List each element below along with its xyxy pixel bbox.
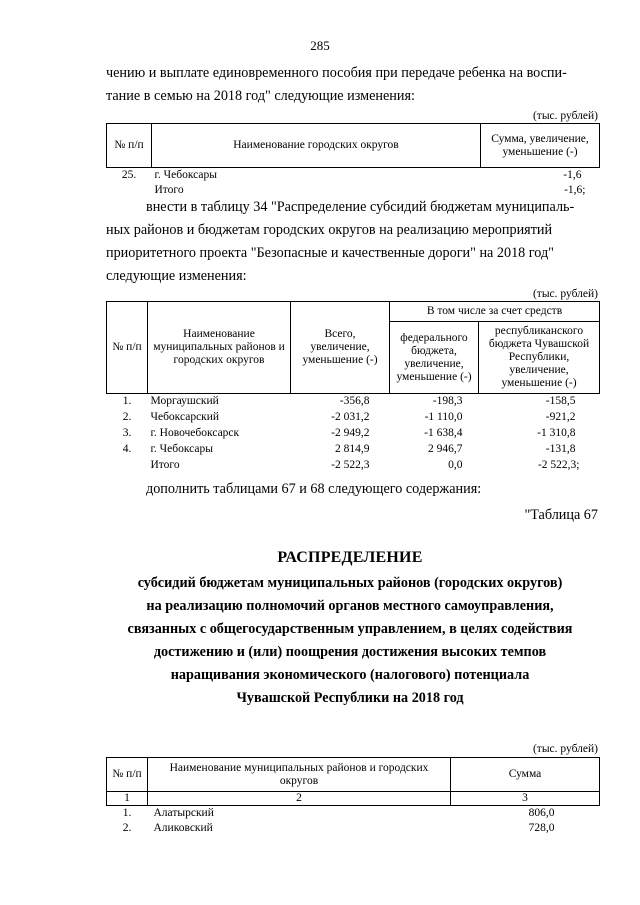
row-federal: 2 946,7 [428, 443, 463, 455]
para-line: ных районов и бюджетам городских округов на реализацию мероприятий [106, 222, 553, 238]
subtitle-line: достижению и (или) поощрения достижения высоких темпов [153, 644, 547, 660]
row-total: -2 949,2 [331, 427, 370, 439]
header-name: Наименование муниципальных районов и городских округов [148, 302, 291, 394]
row-name: Алатырский [153, 806, 214, 819]
row-num: 2. [122, 411, 132, 423]
table1-unit: (тыс. рублей) [532, 110, 598, 122]
row-name: Моргаушский [150, 395, 219, 408]
row-name: Итого [154, 183, 184, 196]
row-value: 728,0 [528, 821, 555, 834]
para-line: внести в таблицу 34 "Распределение субсидий бюджетам муниципаль- [146, 199, 575, 215]
row-republic: -1 310,8 [537, 427, 576, 439]
table-row [107, 458, 600, 474]
row-republic: -158,5 [545, 395, 576, 408]
header-sum: Сумма, увеличение, уменьшение (-) [481, 124, 600, 168]
table2 [106, 301, 600, 474]
header-sum: Сумма [451, 758, 600, 792]
row-num: 4. [122, 443, 132, 455]
row-republic: -2 522,3; [537, 459, 580, 471]
header-total: Всего, увеличение, уменьшение (-) [291, 302, 390, 394]
row-total: -356,8 [339, 395, 370, 408]
table3-unit: (тыс. рублей) [532, 743, 598, 755]
table-row [107, 442, 600, 458]
para-line: приоритетного проекта "Безопасные и качественные дороги" на 2018 год" [106, 245, 554, 261]
row-federal: -198,3 [432, 395, 463, 408]
subtitle-line: субсидий бюджетам муниципальных районов (городских округов) [137, 575, 563, 591]
table-row [107, 426, 600, 442]
row-num: 25. [121, 168, 137, 181]
doc-subtitle [70, 572, 630, 710]
table-row [107, 394, 600, 410]
header-name: Наименование городских округов [152, 124, 481, 168]
header-federal: федерального бюджета, увеличение, уменьшение (-) [390, 322, 479, 394]
subtitle-line: на реализацию полномочий органов местного самоуправления, [146, 598, 554, 614]
row-federal: -1 638,4 [424, 427, 463, 439]
row-num: 1. [122, 806, 132, 819]
page-number: 285 [310, 38, 330, 53]
row-value: 806,0 [528, 806, 555, 819]
row-num: 1. [122, 395, 132, 408]
table-row [107, 821, 600, 836]
header-num: № п/п [107, 302, 148, 394]
colnum-2: 2 [148, 792, 451, 806]
row-federal: 0,0 [448, 459, 463, 471]
row-total: -2 522,3 [331, 459, 370, 471]
row-num [107, 458, 148, 474]
header-incl: В том числе за счет средств [390, 302, 600, 322]
row-value: -1,6; [564, 183, 586, 196]
row-name: г. Новочебоксарск [150, 427, 240, 439]
intro-paragraph [106, 62, 598, 108]
intro-line: тание в семью на 2018 год" следующие изменения: [106, 88, 415, 104]
subtitle-line: связанных с общегосударственным управлением, в целях содействия [127, 621, 573, 637]
header-republic: республиканского бюджета Чувашской Республики, увеличение, уменьшение (-) [479, 322, 600, 394]
table-row [107, 410, 600, 426]
header-name: Наименование муниципальных районов и городских округов [148, 758, 451, 792]
row-total: 2 814,9 [335, 443, 370, 455]
subtitle-line: Чувашской Республики на 2018 год [236, 690, 464, 706]
row-total: -2 031,2 [331, 411, 370, 423]
table-row [107, 806, 600, 821]
doc-heading: РАСПРЕДЕЛЕНИЕ [277, 549, 423, 566]
intro-line: чению и выплате единовременного пособия при передаче ребенка на воспи- [106, 65, 567, 81]
row-num: 2. [122, 821, 132, 834]
header-num: № п/п [107, 758, 148, 792]
row-federal: -1 110,0 [424, 411, 463, 423]
colnum-3: 3 [451, 792, 600, 806]
colnum-1: 1 [107, 792, 148, 806]
row-name: г. Чебоксары [154, 168, 217, 181]
table-label: "Таблица 67 [524, 507, 598, 523]
table1 [106, 123, 600, 198]
table3 [106, 757, 600, 836]
table2-unit: (тыс. рублей) [532, 288, 598, 300]
row-name: Итого [150, 459, 180, 471]
header-num: № п/п [107, 124, 152, 168]
row-name: Чебоксарский [150, 411, 220, 423]
row-name: г. Чебоксары [150, 443, 213, 455]
row-num: 3. [122, 427, 132, 439]
row-republic: -131,8 [545, 443, 576, 455]
paragraph-supplement: дополнить таблицами 67 и 68 следующего содержания: [146, 481, 482, 497]
subtitle-line: наращивания экономического (налогового) потенциала [170, 667, 530, 683]
paragraph-table34 [106, 196, 598, 288]
para-line: следующие изменения: [106, 268, 247, 284]
row-name: Аликовский [153, 821, 213, 834]
row-value: -1,6 [563, 168, 582, 181]
row-republic: -921,2 [545, 411, 576, 423]
table-row [107, 168, 600, 183]
